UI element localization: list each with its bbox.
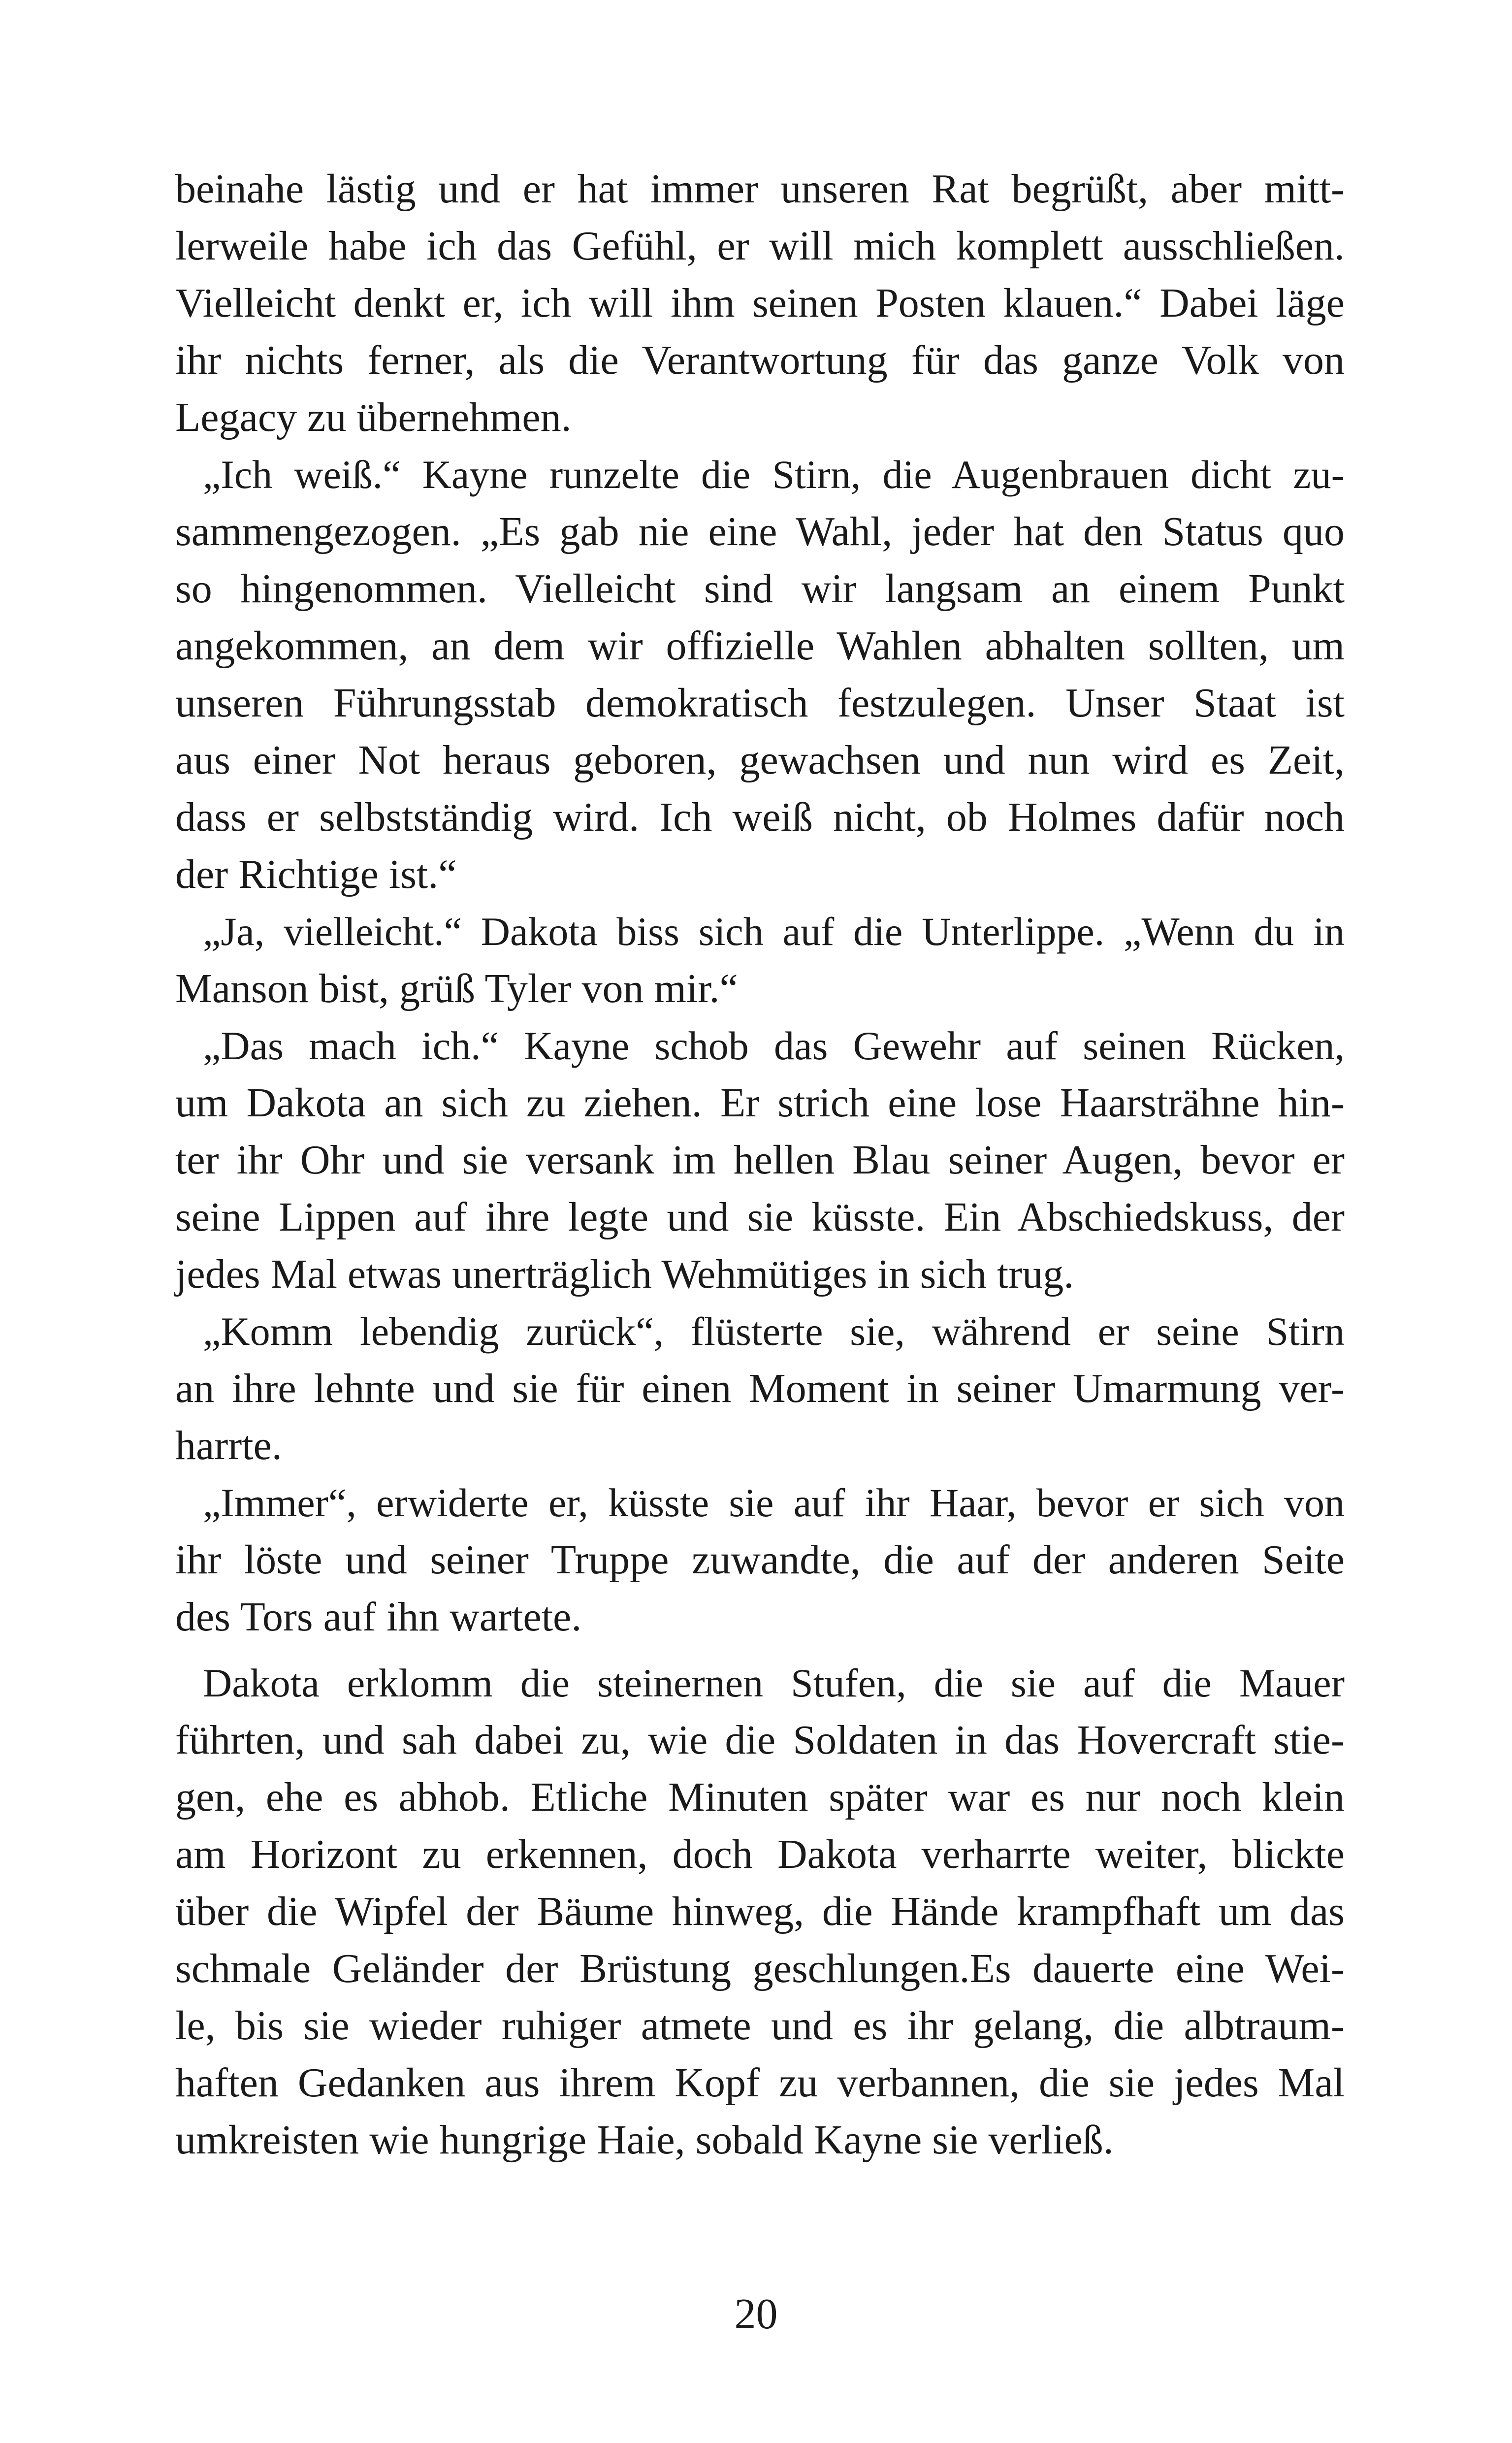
text-line: „Das mach ich.“ Kayne schob das Gewehr auf seinen Rücken, <box>203 1023 1345 1068</box>
text-line: gen, ehe es abhob. Etliche Minuten später war es nur noch klein <box>175 1774 1345 1820</box>
text-line: harrte. <box>175 1423 282 1468</box>
text-line: seine Lippen auf ihre legte und sie küsste. Ein Abschiedskuss, der <box>175 1194 1345 1240</box>
text-line: lerweile habe ich das Gefühl, er will mich komplett ausschließen. <box>175 223 1345 269</box>
text-line: „Komm lebendig zurück“, flüsterte sie, während er seine Stirn <box>203 1309 1345 1354</box>
text-line: führten, und sah dabei zu, wie die Soldaten in das Hovercraft stie- <box>175 1717 1345 1763</box>
text-line: jedes Mal etwas unerträglich Wehmütiges in sich trug. <box>175 1251 1074 1297</box>
text-line: am Horizont zu erkennen, doch Dakota verharrte weiter, blickte <box>175 1831 1345 1877</box>
text-line: aus einer Not heraus geboren, gewachsen und nun wird es Zeit, <box>175 737 1345 783</box>
text-line: „Ich weiß.“ Kayne runzelte die Stirn, die Augenbrauen dicht zu- <box>203 452 1345 497</box>
text-line: ihr nichts ferner, als die Verantwortung für das ganze Volk von <box>175 337 1345 383</box>
text-line: so hingenommen. Vielleicht sind wir langsam an einem Punkt <box>175 566 1345 612</box>
text-line: um Dakota an sich zu ziehen. Er strich eine lose Haarsträhne hin- <box>175 1080 1345 1126</box>
text-line: Dakota erklomm die steinernen Stufen, die sie auf die Mauer <box>203 1661 1345 1705</box>
text-line: sammengezogen. „Es gab nie eine Wahl, jeder hat den Status quo <box>175 509 1345 554</box>
text-line: an ihre lehnte und sie für einen Moment in seiner Umarmung ver- <box>175 1366 1345 1411</box>
text-line: ihr löste und seiner Truppe zuwandte, die auf der anderen Seite <box>175 1537 1345 1583</box>
text-line: ter ihr Ohr und sie versank im hellen Blau seiner Augen, bevor er <box>175 1137 1345 1183</box>
text-line: Manson bist, grüß Tyler von mir.“ <box>175 966 738 1011</box>
text-line: des Tors auf ihn wartete. <box>175 1594 582 1640</box>
text-line: Vielleicht denkt er, ich will ihm seinen Posten klauen.“ Dabei läge <box>175 280 1345 326</box>
text-line: der Richtige ist.“ <box>175 851 457 897</box>
text-line: schmale Geländer der Brüstung geschlungen.Es dauerte eine Wei- <box>175 1946 1345 1991</box>
text-line: beinahe lästig und er hat immer unseren Rat begrüßt, aber mitt- <box>175 166 1345 212</box>
text-line: haften Gedanken aus ihrem Kopf zu verbannen, die sie jedes Mal <box>175 2060 1345 2106</box>
text-line: „Immer“, erwiderte er, küsste sie auf ihr Haar, bevor er sich von <box>203 1480 1345 1525</box>
text-line: umkreisten wie hungrige Haie, sobald Kayne sie verließ. <box>175 2117 1114 2163</box>
text-line: dass er selbstständig wird. Ich weiß nicht, ob Holmes dafür noch <box>175 794 1345 840</box>
text-line: angekommen, an dem wir offizielle Wahlen abhalten sollten, um <box>175 623 1345 669</box>
text-line: unseren Führungsstab demokratisch festzulegen. Unser Staat ist <box>175 680 1345 726</box>
page-number: 20 <box>734 2290 778 2338</box>
text-line: über die Wipfel der Bäume hinweg, die Hände krampfhaft um das <box>175 1889 1345 1934</box>
text-line: „Ja, vielleicht.“ Dakota biss sich auf die Unterlippe. „Wenn du in <box>203 909 1345 954</box>
text-line: le, bis sie wieder ruhiger atmete und es ihr gelang, die albtraum- <box>175 2003 1345 2049</box>
body-text <box>175 161 1345 2169</box>
text-line: Legacy zu übernehmen. <box>175 394 572 440</box>
